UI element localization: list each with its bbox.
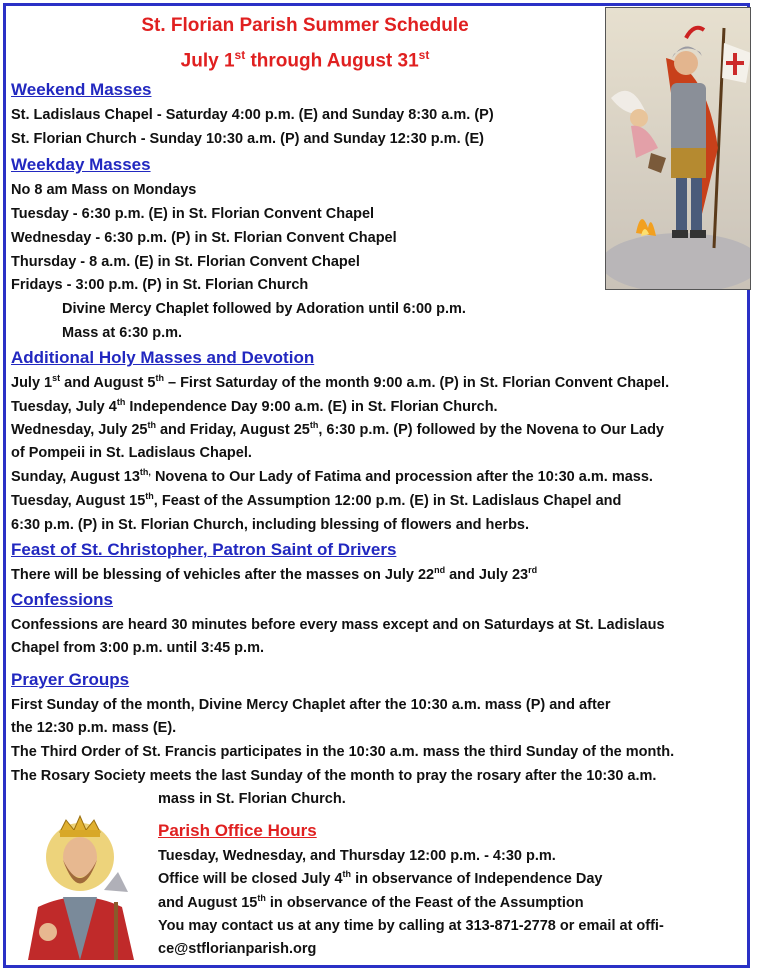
additional-line-3: Wednesday, July 25th and Friday, August 25th, 6:30 p.m. (P) followed by the Novena to Our Lady bbox=[11, 420, 664, 438]
confessions-line-2: Chapel from 3:00 p.m. until 3:45 p.m. bbox=[11, 640, 264, 656]
office-email[interactable]: ce@stflorianparish.org bbox=[158, 941, 317, 957]
weekday-line-1: No 8 am Mass on Mondays bbox=[11, 182, 197, 198]
additional-line-2: Tuesday, July 4th Independence Day 9:00 a.m. (E) in St. Florian Church. bbox=[11, 397, 498, 415]
office-line-2: Office will be closed July 4th in observance of Independence Day bbox=[158, 869, 603, 887]
weekday-line-4: Thursday - 8 a.m. (E) in St. Florian Convent Chapel bbox=[11, 254, 360, 270]
prayer-line-4: The Rosary Society meets the last Sunday of the month to pray the rosary after the 10:30 a.m. bbox=[11, 768, 657, 784]
additional-line-5: Sunday, August $13^{th,}$ Novena to Our Lady of Fatima and procession after the 10:30 a.m. mass. bbox=[11, 467, 653, 485]
st-ladislaus-image bbox=[18, 812, 146, 960]
office-line-3: and August 15th in observance of the Feast of the Assumption bbox=[158, 893, 584, 911]
prayer-indented: mass in St. Florian Church. bbox=[158, 791, 346, 807]
date-range: July 1st through August 31st bbox=[180, 48, 430, 72]
weekday-masses-heading: Weekday Masses bbox=[11, 155, 151, 174]
confessions-heading: Confessions bbox=[11, 590, 114, 609]
weekday-indented-2: Mass at 6:30 p.m. bbox=[62, 325, 183, 341]
weekday-indented-1: Divine Mercy Chaplet followed by Adoration until 6:00 p.m. bbox=[62, 301, 466, 317]
confessions-line-1: Confessions are heard 30 minutes before every mass except and on Saturdays at St. Ladislaus bbox=[11, 617, 665, 633]
weekend-line-1: St. Ladislaus Chapel - Saturday 4:00 p.m. (E) and Sunday 8:30 a.m. (P) bbox=[11, 107, 494, 123]
prayer-line-2: the 12:30 p.m. mass (E). bbox=[11, 720, 177, 736]
christopher-line: There will be blessing of vehicles after the masses on July 22nd and July 23rd bbox=[11, 565, 538, 583]
additional-line-7: 6:30 p.m. (P) in St. Florian Church, including blessing of flowers and herbs. bbox=[11, 517, 530, 533]
additional-line-4: of Pompeii in St. Ladislaus Chapel. bbox=[11, 445, 252, 461]
weekday-line-3: Wednesday - 6:30 p.m. (P) in St. Florian Convent Chapel bbox=[11, 230, 397, 246]
page-title: St. Florian Parish Summer Schedule bbox=[141, 15, 469, 36]
office-contact-line: You may contact us at any time by calling at 313-871-2778 or email at offi- bbox=[158, 918, 664, 934]
office-line-1: Tuesday, Wednesday, and Thursday 12:00 p.m. - 4:30 p.m. bbox=[158, 848, 556, 864]
st-florian-image bbox=[605, 7, 751, 290]
prayer-line-3: The Third Order of St. Francis participates in the 10:30 a.m. mass the third Sunday of the month. bbox=[11, 744, 675, 760]
prayer-line-1: First Sunday of the month, Divine Mercy Chaplet after the 10:30 a.m. mass (P) and after bbox=[11, 697, 611, 713]
weekend-line-2: St. Florian Church - Sunday 10:30 a.m. (P) and Sunday 12:30 p.m. (E) bbox=[11, 131, 484, 147]
office-hours-heading: Parish Office Hours bbox=[158, 821, 317, 840]
weekday-line-5: Fridays - 3:00 p.m. (P) in St. Florian Church bbox=[11, 277, 309, 293]
prayer-groups-heading: Prayer Groups bbox=[11, 670, 130, 689]
weekend-masses-heading: Weekend Masses bbox=[11, 80, 152, 99]
weekday-line-2: Tuesday - 6:30 p.m. (E) in St. Florian Convent Chapel bbox=[11, 206, 375, 222]
additional-line-1: July 1st and August 5th – First Saturday of the month 9:00 a.m. (P) in St. Florian Convent Chapel. bbox=[11, 373, 670, 391]
additional-masses-heading: Additional Holy Masses and Devotion bbox=[11, 348, 315, 367]
additional-line-6: Tuesday, August 15th, Feast of the Assumption 12:00 p.m. (E) in St. Ladislaus Chapel and bbox=[11, 491, 622, 509]
christopher-heading: Feast of St. Christopher, Patron Saint of Drivers bbox=[11, 540, 397, 559]
